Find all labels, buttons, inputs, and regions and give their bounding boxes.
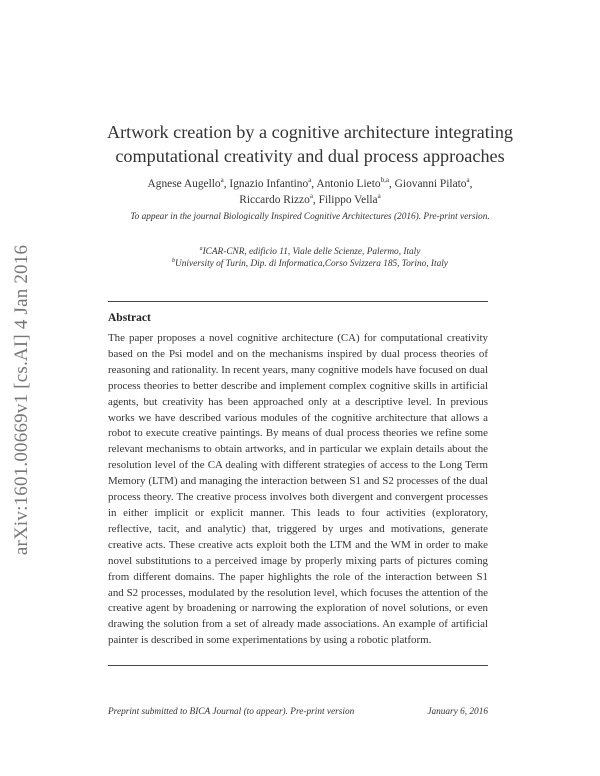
arxiv-identifier-text: arXiv:1601.00669v1 [cs.AI] 4 Jan 2016 bbox=[11, 244, 32, 556]
publication-note: To appear in the journal Biologically Inspired Cognitive Architectures (2016). Pre-print version. bbox=[130, 212, 490, 222]
affiliation-list bbox=[100, 246, 520, 270]
paper-title: Artwork creation by a cognitive architecture integrating computational creativity and dual process approaches bbox=[106, 122, 514, 166]
author-affiliation-mark: a bbox=[309, 192, 313, 201]
footer-date: January 6, 2016 bbox=[427, 707, 488, 717]
author-name: Agnese Augello bbox=[147, 178, 221, 190]
author-name: Antonio Lieto bbox=[316, 178, 381, 190]
author-affiliation-mark: a bbox=[466, 176, 470, 185]
affiliation-text: University of Turin, Dip. di Informatica,Corso Svizzera 185, Torino, Italy bbox=[175, 259, 448, 269]
affiliation-line bbox=[100, 246, 520, 258]
arxiv-identifier-stamp bbox=[4, 220, 40, 580]
affiliation-mark: b bbox=[172, 257, 176, 264]
abstract-bottom-rule bbox=[108, 665, 488, 666]
author-name: Giovanni Pilato bbox=[394, 178, 467, 190]
author-affiliation-mark: a bbox=[377, 192, 381, 201]
abstract-body: The paper proposes a novel cognitive architecture (CA) for computational creativity based on the Psi model and on the mechanisms inspired by dual process theories of reasoning and rationality. In recent years, many cognitive models have focused on dual process theories to better describe and implement complex cognitive skills in artificial agents, but creativity has been approached only at a descriptive level. In previous works we have described various modules of the cognitive architecture that allows a robot to execute creative paintings. By means of dual process theories we refine some relevant mechanisms to obtain artworks, and in particular we explain details about the resolution level of the CA dealing with different strategies of access to the Long Term Memory (LTM) and managing the interaction between S1 and S2 processes of the dual process theory. The creative process involves both divergent and convergent processes in either implicit or explicit manner. This leads to four activities (exploratory, reflective, tacit, and analytic) that, triggered by urges and motivations, generate creative acts. These creative acts exploit both the LTM and the WM in order to make novel substitutions to a perceived image by properly mixing parts of pictures coming from different domains. The paper highlights the role of the interaction between S1 and S2 processes, modulated by the resolution level, which focuses the attention of the creative agent by broadening or narrowing the exploration of novel solutions, or even drawing the solution from a set of already made associations. An example of artificial painter is described in some experimentations by using a robotic platform. bbox=[108, 332, 488, 647]
affiliation-text: ICAR-CNR, edificio 11, Viale delle Scienze, Palermo, Italy bbox=[202, 247, 421, 257]
author-name: Riccardo Rizzo bbox=[239, 194, 310, 206]
author-name: Filippo Vella bbox=[318, 194, 378, 206]
author-affiliation-mark: a bbox=[308, 176, 312, 185]
affiliation-mark: a bbox=[199, 245, 203, 252]
footer-preprint-note: Preprint submitted to BICA Journal (to appear). Pre-print version bbox=[108, 707, 355, 717]
abstract-top-rule bbox=[108, 301, 488, 302]
author-name: Ignazio Infantino bbox=[229, 178, 309, 190]
affiliation-line bbox=[100, 258, 520, 270]
author-affiliation-mark: a bbox=[220, 176, 224, 185]
author-list: Agnese Augello$^a$, Ignazio Infantino$^a$, Antonio Lieto$^{b,a}$, Giovanni Pilato$^a$, Riccardo Rizzo$^a$, Filippo Vella$^a$ bbox=[147, 176, 473, 206]
author-affiliation-mark: b,a bbox=[380, 176, 389, 185]
abstract-heading: Abstract bbox=[108, 312, 151, 324]
